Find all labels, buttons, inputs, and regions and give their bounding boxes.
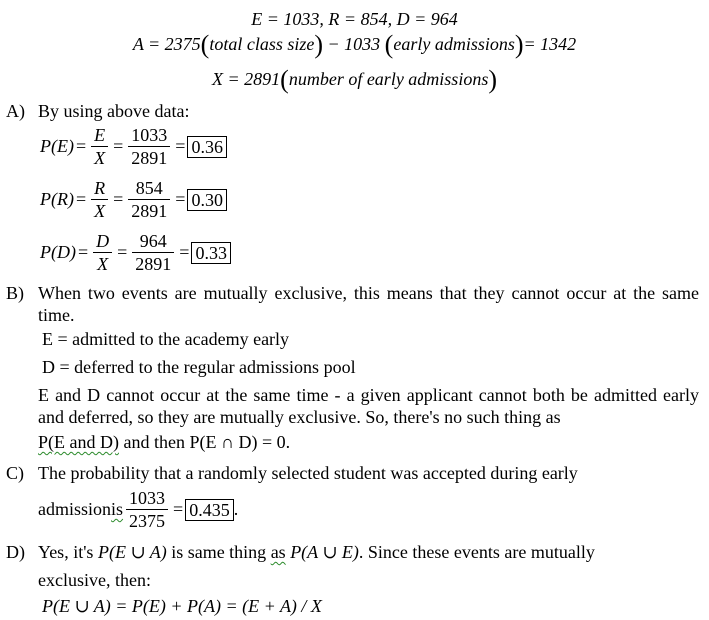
early-admissions-line: X = 2891(number of early admissions) [212, 65, 497, 94]
prob-d-lhs: P(D) [40, 242, 76, 262]
union-e-a: P(E ∪ A) [97, 542, 167, 562]
prob-r-result: 0.30 [187, 189, 227, 211]
given-values-line: E = 1033, R = 854, D = 964 [251, 9, 458, 29]
part-b-definition-text: When two events are mutually exclusive, this means that they cannot occur at the same time. [38, 283, 699, 325]
early-admissions-note: early admissions [393, 34, 515, 54]
event-d-definition: D = deferred to the regular admissions pool [42, 357, 356, 377]
part-c-text: The probability that a randomly selected student was accepted during early [38, 463, 578, 483]
x-note: number of early admissions [288, 69, 489, 89]
union-formula: P(E ∪ A) = P(E) + P(A) = (E + A) / X [42, 596, 322, 616]
union-a-e: P(A ∪ E) [290, 542, 359, 562]
prob-r-lhs: P(R) [40, 189, 74, 209]
part-c-label: C) [6, 463, 24, 483]
part-d-continuation: exclusive, then: [38, 570, 151, 590]
prob-e-numeric-fraction: $\frac{1033}{2891}$ [128, 124, 170, 169]
part-b-explanation: E and D cannot occur at the same time - a given applicant cannot both be admitted early and deferred, so they are mutually exclusive. So, there's no such thing as [38, 385, 699, 427]
prob-d-result: 0.33 [191, 242, 231, 264]
part-a-label: A) [6, 101, 25, 121]
prob-e-row: P(E) = $\frac{E}{X}$ = $\frac{1033}{2891}$ = 0.36 [40, 124, 227, 169]
part-a-intro: By using above data: [38, 101, 190, 121]
class-size-note: total class size [209, 34, 315, 54]
part-b-label: B) [6, 283, 24, 303]
p-e-and-d: P(E and D) [38, 432, 119, 452]
is-word: is [111, 499, 124, 519]
part-c-result: 0.435 [185, 499, 234, 521]
class-size-expr: A = 2375 [132, 34, 201, 54]
prob-r-numeric-fraction: $\frac{854}{2891}$ [128, 177, 170, 222]
admission-word: admission [38, 499, 112, 519]
prob-e-result: 0.36 [187, 136, 227, 158]
intersection-formula: P(E ∩ D) = 0. [189, 432, 291, 452]
part-c-fraction: $\frac{1033}{2375}$ [126, 487, 168, 532]
prob-d-numeric-fraction: $\frac{964}{2891}$ [132, 230, 174, 275]
class-size-subtract: − 1033 [327, 34, 381, 54]
prob-d-symbolic-fraction: $\frac{D}{X}$ [93, 230, 112, 275]
part-b-conclusion: P(E and D) and then P(E ∩ D) = 0. [38, 432, 291, 452]
x-value: X = 2891 [212, 69, 281, 89]
class-size-result: = 1342 [523, 34, 577, 54]
prob-r-symbolic-fraction: $\frac{R}{X}$ [91, 177, 108, 222]
prob-d-row: P(D) = $\frac{D}{X}$ = $\frac{964}{2891}$ = 0.33 [40, 230, 231, 275]
part-d-label: D) [6, 542, 25, 562]
prob-r-row: P(R) = $\frac{R}{X}$ = $\frac{854}{2891}$ = 0.30 [40, 177, 227, 222]
part-c-answer-row: admission is $\frac{1033}{2375}$ = 0.435 . [38, 488, 239, 531]
prob-e-lhs: P(E) [40, 136, 74, 156]
part-d-text: Yes, it's P(E ∪ A) is same thing as P(A ∪ E). Since these events are mutually [38, 542, 595, 562]
class-size-line: A = 2375(total class size) − 1033 (early admissions)= 1342 [132, 30, 577, 59]
prob-e-symbolic-fraction: $\frac{E}{X}$ [91, 124, 108, 169]
event-e-definition: E = admitted to the academy early [42, 329, 290, 349]
